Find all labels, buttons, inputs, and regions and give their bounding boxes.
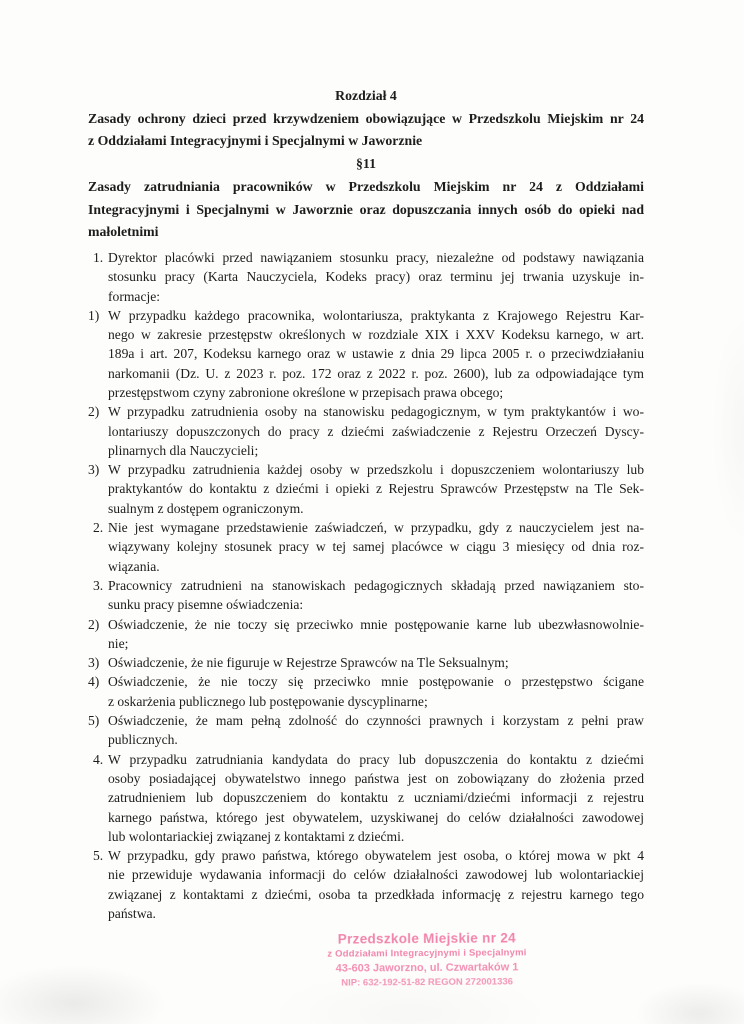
list-item [88,576,644,615]
text-line: zatrudnieniem lub dopuszczeniem do kontaktu z uczniami/dziećmi informacji z rejestru [108,790,644,806]
text-line: wiązania. [108,558,160,574]
text-line: państwa. [108,906,156,922]
text-line: wiązywany kolejny stosunek pracy w tej samej placówce w ciągu 3 miesięcy od dnia roz- [108,539,644,555]
text-line: W przypadku zatrudniania kandydata do pracy lub dopuszczenia do kontaktu z dziećmi [108,751,644,767]
document-content [88,85,644,923]
numbered-list [88,248,644,923]
list-item [88,672,644,711]
text-line: Pracownicy zatrudnieni na stanowiskach pedagogicznych składają przed nawiązaniem sto- [108,577,644,593]
stamp-institution-subname: z Oddziałami Integracyjnymi i Specjalnymi [327,947,527,960]
text-line: W przypadku każdego pracownika, wolontariusza, praktykanta z Krajowego Rejestru Kar- [108,307,644,323]
text-line: Oświadczenie, że nie figuruje w Rejestrze Sprawców na Tle Seksualnym; [108,655,509,671]
list-item [88,248,644,306]
text-line: karnego państwa, którego jest obywatelem, uzyskiwanej do celów działalności zawodowej [108,809,644,825]
text-line: Oświadczenie, że mam pełną zdolność do czynności prawnych i korzystam z pełni praw [108,713,644,729]
list-item [88,846,644,923]
text-line: plinarnych dla Nauczycieli; [108,442,259,458]
item-number: 1) [88,307,100,323]
item-number: 2) [88,404,100,420]
text-line: z oskarżenia publicznego lub postępowanie dyscyplinarne; [108,693,428,709]
text-line: W przypadku, gdy prawo państwa, którego obywatelem jest osoba, o której mowa w pkt 4 [108,848,644,864]
text-line: narkomanii (Dz. U. z 2023 r. poz. 172 oraz z 2022 r. poz. 2600), lub za odpowiadające tym [108,365,644,381]
document-title [88,108,644,153]
text-line: osoby posiadającej obywatelstwo innego państwa jest on zobowiązany do złożenia przed [108,770,644,786]
text-line: Oświadczenie, że nie toczy się przeciwko mnie postępowanie karne lub ubezwłasnowolnie- [108,616,644,632]
list-item [88,518,644,576]
subtitle-line: Integracyjnymi i Specjalnymi w Jaworznie oraz dopuszczania innych osób do opieki nad [88,201,644,217]
section-heading: §11 [356,156,376,172]
stamp-nip-regon: NIP: 632-192-51-82 REGON 272001336 [341,976,514,989]
text-line: nie; [108,635,129,651]
list-item [88,711,644,750]
text-line: formacje: [108,288,161,304]
text-line: lontariuszy dopuszczonych do pracy z dziećmi zaświadczenie z Rejestru Orzeczeń Dyscy- [108,423,644,439]
text-line: W przypadku zatrudnienia osoby na stanowisku pedagogicznym, w tym praktykantów i wo- [108,404,644,420]
official-stamp [296,929,558,991]
title-line: Zasady ochrony dzieci przed krzywdzeniem obowiązujące w Przedszkolu Miejskim nr 24 [88,110,644,126]
list-item [88,750,644,846]
item-number: 3) [88,655,100,671]
stamp-institution-name: Przedszkole Miejskie nr 24 [337,930,516,947]
text-line: W przypadku zatrudnienia każdej osoby w przedszkolu i dopuszczeniem wolontariuszy lub [108,462,644,478]
text-line: 189a i art. 207, Kodeksu karnego oraz w ustawie z dnia 29 lipca 2005 r. o przeciwdziałaniu [108,346,644,362]
text-line: Oświadczenie, że nie toczy się przeciwko mnie postępowanie o przestępstwo ścigane [108,674,644,690]
text-line: sunku pracy pisemne oświadczenia: [108,597,304,613]
item-number: 3. [93,577,104,593]
section-subtitle [88,176,644,244]
subtitle-line: małoletnimi [88,224,159,240]
item-number: 3) [88,462,100,478]
text-line: Nie jest wymagane przedstawienie zaświadczeń, w przypadku, gdy z nauczycielem jest na- [108,520,644,536]
item-number: 5) [88,713,100,729]
text-line: lub wolontariackiej związanej z kontaktami z dziećmi. [108,828,405,844]
subtitle-line: Zasady zatrudniania pracowników w Przedszkolu Miejskim nr 24 z Oddziałami [88,178,644,194]
item-number: 5. [93,848,104,864]
text-line: sualnym z dostępem ograniczonym. [108,500,304,516]
chapter-heading: Rozdział 4 [335,88,397,103]
text-line: praktykantów do kontaktu z dziećmi i opieki z Rejestru Sprawców Przestępstw na Tle Sek- [108,481,644,497]
list-item [88,306,644,402]
list-item [88,653,644,672]
item-number: 2) [88,616,100,632]
list-item [88,402,644,460]
text-line: związanej z kontaktami z dziećmi, osoba ta przedkłada informację z rejestru karnego tego [108,886,644,902]
text-line: Dyrektor placówki przed nawiązaniem stosunku pracy, niezależne od podstawy nawiązania [108,249,644,265]
text-line: nie przewiduje wydawania informacji do celów działalności zawodowej lub wolontariackiej [108,867,644,883]
text-line: publicznych. [108,732,178,748]
list-item [88,615,644,654]
stamp-address: 43-603 Jaworzno, ul. Czwartaków 1 [335,961,519,975]
item-number: 2. [93,520,104,536]
item-number: 1. [93,249,104,265]
list-item [88,460,644,518]
item-number: 4. [93,751,104,767]
item-number: 4) [88,674,100,690]
text-line: stosunku pracy (Karta Nauczyciela, Kodeks pracy) oraz terminu jej trwania uzyskuje in- [108,269,644,285]
text-line: nego w zakresie przestępstw określonych w rozdziale XIX i XXV Kodeksu karnego, w art. [108,327,644,343]
title-line: z Oddziałami Integracyjnymi i Specjalnymi w Jaworznie [88,133,423,149]
text-line: przestępstwom czyny zabronione określone w przepisach prawa obcego; [108,385,504,400]
